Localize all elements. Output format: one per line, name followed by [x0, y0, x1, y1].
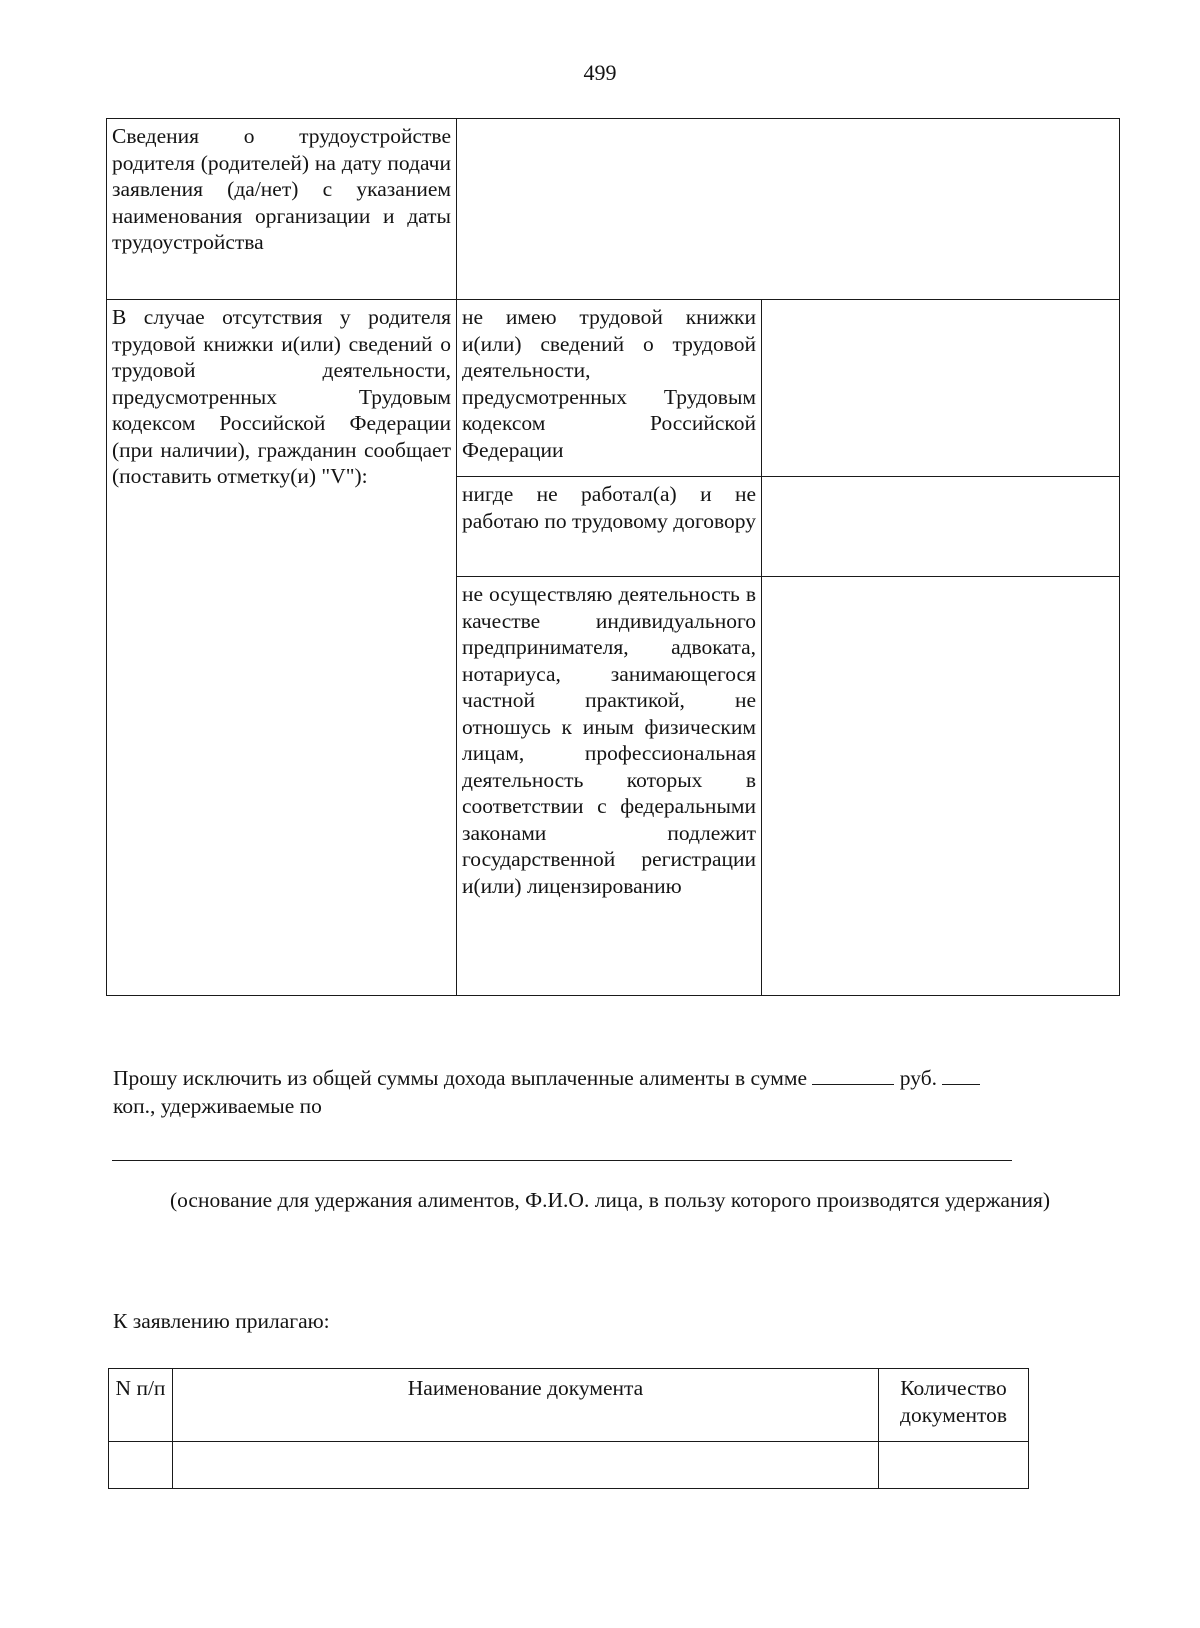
- employment-info-row: [107, 119, 1120, 300]
- employment-info-value[interactable]: [457, 119, 1120, 300]
- col-name-header: Наименование документа: [173, 1369, 879, 1442]
- row-number-cell[interactable]: [109, 1442, 173, 1489]
- option-not-entrepreneur: не осуществляю деятельность в качестве индивидуального предпринимателя, адвоката, нотариуса, занимающегося частной практикой, не отношусь к иным физическим лицам, профессиональная деятельность которых в соответствии с федеральными законами подлежит государственной регистрации и(или) лицензированию: [457, 577, 762, 996]
- option-never-employed: нигде не работал(а) и не работаю по трудовому договору: [457, 477, 762, 577]
- option-no-work-record-mark[interactable]: [762, 300, 1120, 477]
- employment-table: [106, 118, 1120, 996]
- attachments-header-row: [109, 1369, 1029, 1442]
- alimony-text-after: коп., удерживаемые по: [113, 1094, 322, 1118]
- option-never-employed-mark[interactable]: [762, 477, 1120, 577]
- alimony-rub-field[interactable]: [812, 1066, 894, 1085]
- alimony-basis-field[interactable]: [112, 1160, 1012, 1161]
- option-not-entrepreneur-mark[interactable]: [762, 577, 1120, 996]
- row-name-cell[interactable]: [173, 1442, 879, 1489]
- alimony-paragraph: [113, 1064, 1113, 1120]
- row-count-cell[interactable]: [879, 1442, 1029, 1489]
- no-workbook-row: [107, 300, 1120, 477]
- no-workbook-label: В случае отсутствия у родителя трудовой книжки и(или) сведений о трудовой деятельности, предусмотренных Трудовым кодексом Российской Федерации (при наличии), гражданин сообщает (поставить отметку(и) "V"):: [107, 300, 457, 996]
- attachments-table: [108, 1368, 1029, 1489]
- alimony-kop-field[interactable]: [942, 1066, 980, 1085]
- alimony-basis-caption: (основание для удержания алиментов, Ф.И.О. лица, в пользу которого производятся удержания): [169, 1188, 1051, 1212]
- alimony-rub-label: руб.: [899, 1066, 938, 1090]
- attachments-title: К заявлению прилагаю:: [113, 1309, 330, 1333]
- table-row: [109, 1442, 1029, 1489]
- col-number-header: N п/п: [109, 1369, 173, 1442]
- alimony-text-before: Прошу исключить из общей суммы дохода выплаченные алименты в сумме: [113, 1066, 808, 1090]
- page-number: 499: [583, 60, 617, 85]
- option-no-work-record: не имею трудовой книжки и(или) сведений о трудовой деятельности, предусмотренных Трудовым кодексом Российской Федерации: [457, 300, 762, 477]
- employment-info-label: Сведения о трудоустройстве родителя (родителей) на дату подачи заявления (да/нет) с указанием наименования организации и даты трудоустройства: [107, 119, 457, 300]
- col-count-header: Количество документов: [879, 1369, 1029, 1442]
